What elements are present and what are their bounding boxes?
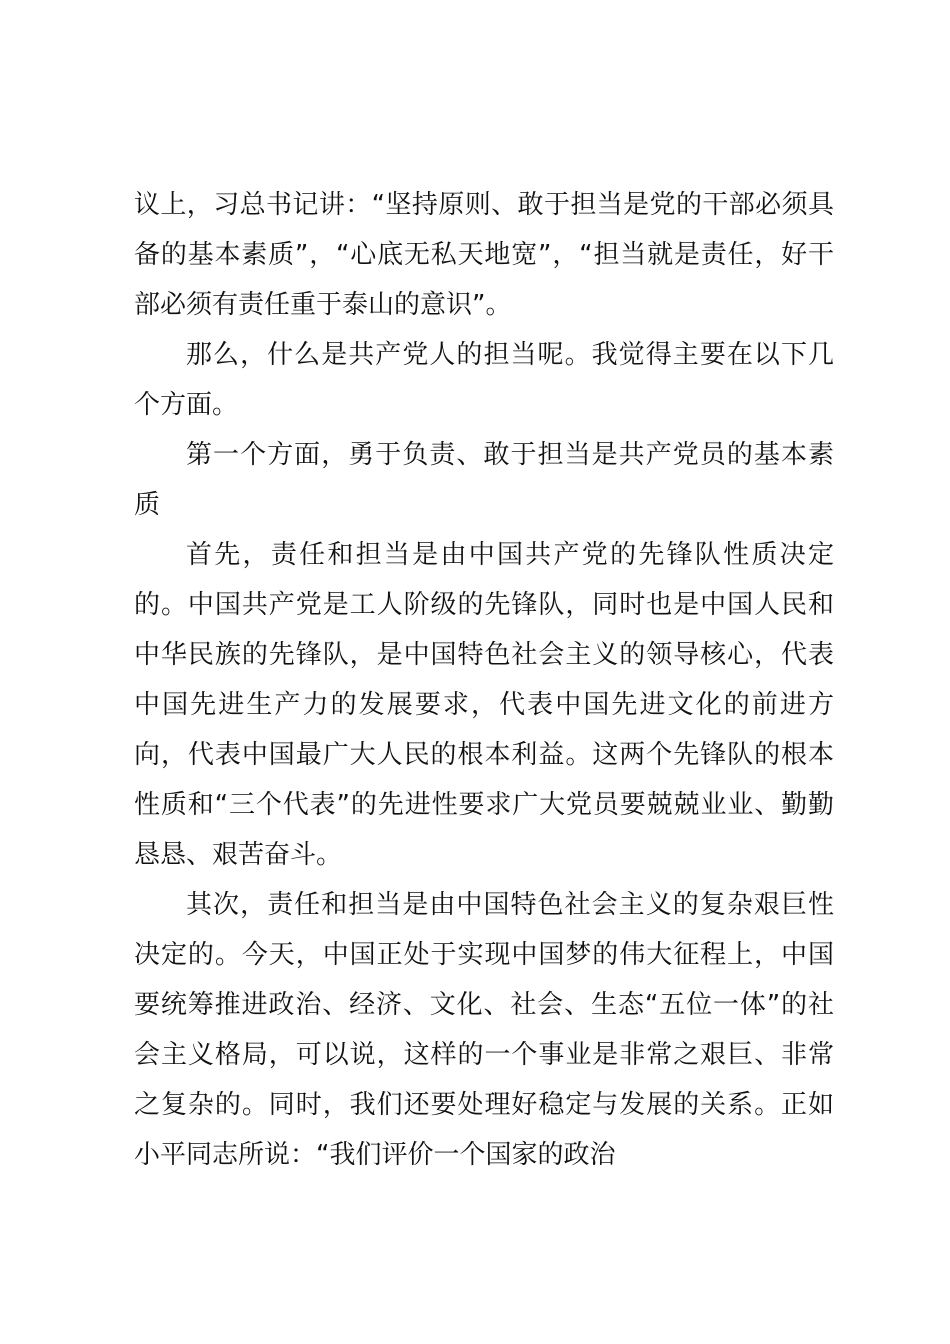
document-body <box>134 180 834 1180</box>
paragraph-section-heading: 第一个方面，勇于负责、敢于担当是共产党员的基本素质 <box>134 440 834 520</box>
paragraph-continued-quote: 议上，习总书记讲：“坚持原则、敢于担当是党的干部必须具备的基本素质”，“心底无私天地宽”，“担当就是责任，好干部必须有责任重于泰山的意识”。 <box>134 190 834 320</box>
paragraph-second-reason: 其次，责任和担当是由中国特色社会主义的复杂艰巨性决定的。今天，中国正处于实现中国梦的伟大征程上，中国要统筹推进政治、经济、文化、社会、生态“五位一体”的社会主义格局，可以说，这样的一个事业是非常之艰巨、非常之复杂的。同时，我们还要处理好稳定与发展的关系。正如小平同志所说：“我们评价一个国家的政治 <box>134 890 834 1170</box>
paragraph-question: 那么，什么是共产党人的担当呢。我觉得主要在以下几个方面。 <box>134 340 834 420</box>
paragraph-first-reason: 首先，责任和担当是由中国共产党的先锋队性质决定的。中国共产党是工人阶级的先锋队，同时也是中国人民和中华民族的先锋队，是中国特色社会主义的领导核心，代表中国先进生产力的发展要求，代表中国先进文化的前进方向，代表中国最广大人民的根本利益。这两个先锋队的根本性质和“三个代表”的先进性要求广大党员要兢兢业业、勤勤恳恳、艰苦奋斗。 <box>134 540 834 870</box>
